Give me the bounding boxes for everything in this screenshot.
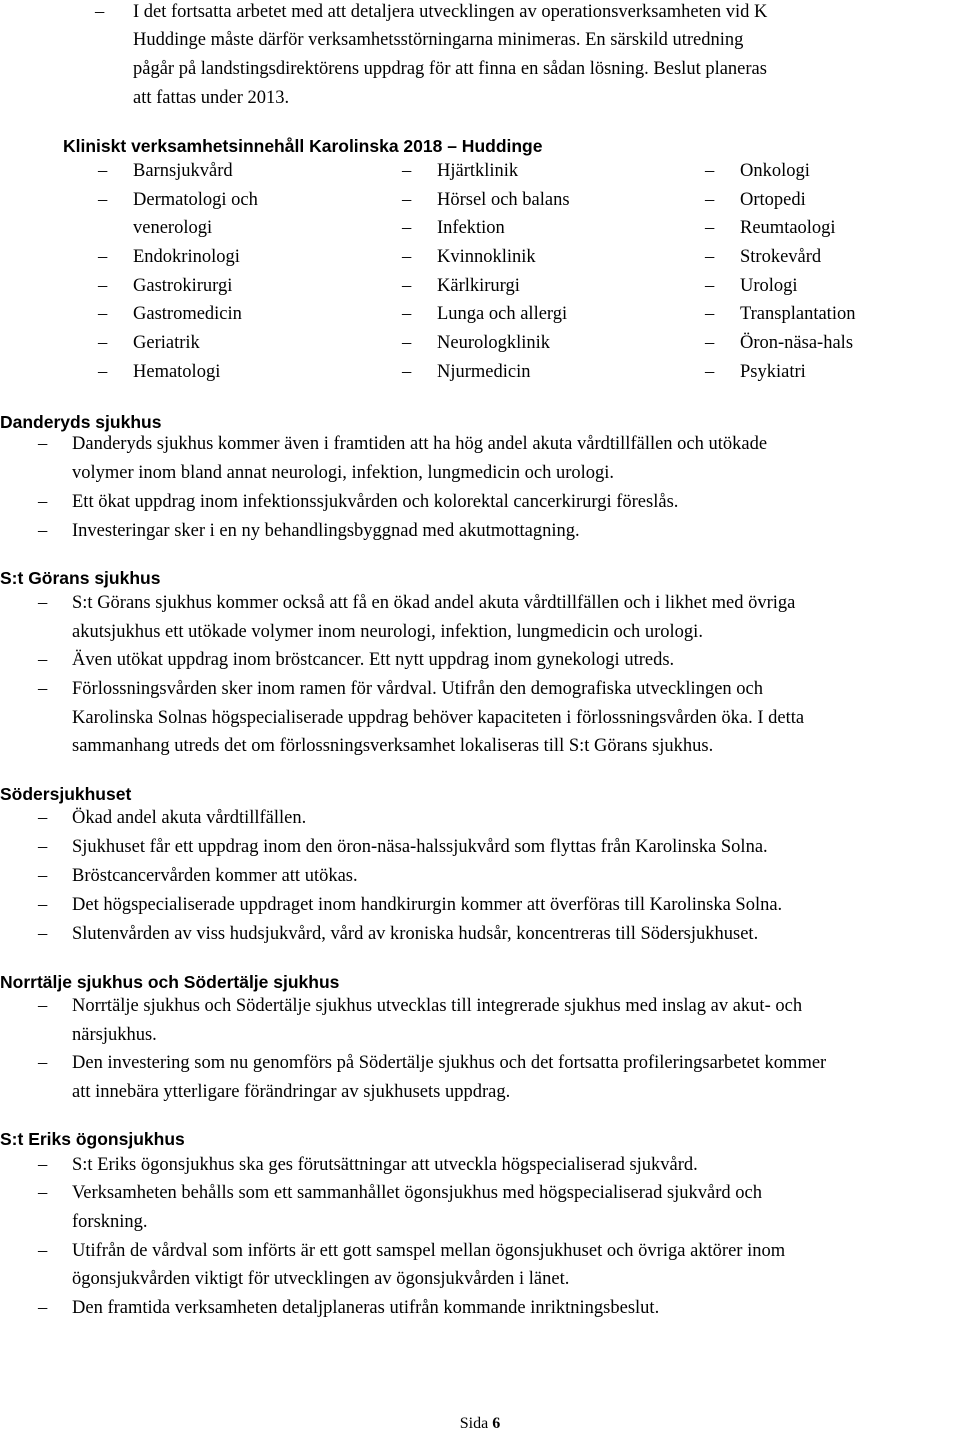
list-item-line: Karolinska Solnas högspecialiserade uppdrag behöver kapaciteten i förlossningsvården öka. I detta	[72, 708, 805, 728]
clinic-item: Hematologi	[133, 362, 221, 382]
bullet-dash: –	[98, 247, 108, 267]
bullet-dash: –	[38, 521, 48, 541]
bullet-dash: –	[402, 276, 412, 296]
bullet-dash: –	[38, 1241, 48, 1261]
bullet-dash: –	[98, 190, 108, 210]
danderyd-heading: Danderyds sjukhus	[0, 412, 162, 432]
clinic-item: Geriatrik	[133, 333, 200, 353]
list-item-line: S:t Eriks ögonsjukhus ska ges förutsättningar att utveckla högspecialiserad sjukvård.	[72, 1155, 698, 1175]
bullet-dash: –	[38, 650, 48, 670]
clinic-item: Urologi	[740, 276, 798, 296]
bullet-dash: –	[38, 808, 48, 828]
bullet-dash: –	[38, 1183, 48, 1203]
clinic-item: Neurologklinik	[437, 333, 551, 353]
bullet-dash: –	[38, 1298, 48, 1318]
bullet-dash: –	[402, 161, 412, 181]
intro-line: pågår på landstingsdirektörens uppdrag för att finna en sådan lösning. Beslut planeras	[133, 59, 767, 79]
clinic-item: Strokevård	[740, 247, 822, 267]
intro-line: att fattas under 2013.	[133, 88, 290, 108]
bullet-dash: –	[38, 837, 48, 857]
clinic-item: Öron-näsa-hals	[740, 333, 854, 353]
list-item-line: Norrtälje sjukhus och Södertälje sjukhus utvecklas till integrerade sjukhus med inslag av akut- och	[72, 996, 803, 1016]
list-item-line: närsjukhus.	[72, 1025, 157, 1045]
clinic-item: Dermatologi och	[133, 190, 258, 210]
bullet-dash: –	[402, 333, 412, 353]
clinic-item: Gastrokirurgi	[133, 276, 233, 296]
clinic-item: Gastromedicin	[133, 304, 242, 324]
clinic-item: venerologi	[133, 218, 213, 238]
list-item-line: Investeringar sker i en ny behandlingsbyggnad med akutmottagning.	[72, 521, 580, 541]
clinic-item: Infektion	[437, 218, 505, 238]
bullet-dash: –	[38, 679, 48, 699]
huddinge-heading: Kliniskt verksamhetsinnehåll Karolinska 2018 – Huddinge	[63, 136, 543, 156]
clinic-item: Kärlkirurgi	[437, 276, 520, 296]
list-item-line: Den investering som nu genomförs på Södertälje sjukhus och det fortsatta profileringsarbetet kommer	[72, 1053, 827, 1073]
page-footer	[0, 1414, 960, 1434]
bullet-dash: –	[98, 362, 108, 382]
bullet-dash: –	[705, 218, 715, 238]
bullet-dash: –	[98, 304, 108, 324]
bullet-dash: –	[38, 895, 48, 915]
stgoran-heading: S:t Görans sjukhus	[0, 568, 161, 588]
list-item-line: Danderyds sjukhus kommer även i framtiden att ha hög andel akuta vårdtillfällen och utökade	[72, 434, 768, 454]
clinic-item: Hjärtklinik	[437, 161, 519, 181]
clinic-item: Lunga och allergi	[437, 304, 568, 324]
clinic-item: Reumtaologi	[740, 218, 836, 238]
bullet-dash: –	[402, 362, 412, 382]
bullet-dash: –	[38, 1053, 48, 1073]
bullet-dash: –	[402, 190, 412, 210]
soder-heading: Södersjukhuset	[0, 784, 132, 804]
bullet-dash: –	[98, 161, 108, 181]
bullet-dash: –	[705, 276, 715, 296]
list-item-line: Slutenvården av viss hudsjukvård, vård av kroniska hudsår, koncentreras till Södersjukhuset.	[72, 924, 759, 944]
clinic-item: Transplantation	[740, 304, 856, 324]
bullet-dash: –	[402, 247, 412, 267]
sterik-heading: S:t Eriks ögonsjukhus	[0, 1129, 185, 1149]
norrtalje-heading: Norrtälje sjukhus och Södertälje sjukhus	[0, 972, 340, 992]
list-item-line: Ett ökat uppdrag inom infektionssjukvården och kolorektal cancerkirurgi föreslås.	[72, 492, 679, 512]
list-item-line: Förlossningsvården sker inom ramen för vårdval. Utifrån den demografiska utvecklingen och	[72, 679, 763, 699]
page-number: 6	[492, 1415, 501, 1432]
bullet-dash: –	[38, 593, 48, 613]
bullet-dash: –	[38, 924, 48, 944]
list-item-line: sammanhang utreds det om förlossningsverksamhet lokaliseras till S:t Görans sjukhus.	[72, 736, 714, 756]
clinic-item: Njurmedicin	[437, 362, 531, 382]
bullet-dash: –	[705, 161, 715, 181]
bullet-dash: –	[98, 333, 108, 353]
list-item-line: att innebära ytterligare förändringar av sjukhusets uppdrag.	[72, 1082, 511, 1102]
bullet-dash: –	[705, 190, 715, 210]
intro-line: Huddinge måste därför verksamhetsstörningarna minimeras. En särskild utredning	[133, 30, 744, 50]
page-label: Sida	[459, 1415, 493, 1432]
list-item-line: akutsjukhus ett utökade volymer inom neurologi, infektion, lungmedicin och urologi.	[72, 622, 703, 642]
clinic-item: Kvinnoklinik	[437, 247, 536, 267]
bullet-dash: –	[402, 304, 412, 324]
bullet-dash: –	[402, 218, 412, 238]
clinic-item: Endokrinologi	[133, 247, 240, 267]
bullet-dash: –	[705, 304, 715, 324]
bullet-dash: –	[95, 2, 105, 22]
list-item-line: Det högspecialiserade uppdraget inom handkirurgin kommer att överföras till Karolinska Solna.	[72, 895, 783, 915]
bullet-dash: –	[38, 866, 48, 886]
bullet-dash: –	[705, 333, 715, 353]
bullet-dash: –	[38, 434, 48, 454]
list-item-line: Sjukhuset får ett uppdrag inom den öron-näsa-halssjukvård som flyttas från Karolinska Solna.	[72, 837, 768, 857]
clinic-item: Hörsel och balans	[437, 190, 570, 210]
list-item-line: Den framtida verksamheten detaljplaneras utifrån kommande inriktningsbeslut.	[72, 1298, 660, 1318]
list-item-line: ögonsjukvården viktigt för utvecklingen av ögonsjukvården i länet.	[72, 1269, 570, 1289]
clinic-item: Psykiatri	[740, 362, 806, 382]
list-item-line: Utifrån de vårdval som införts är ett gott samspel mellan ögonsjukhuset och övriga aktörer inom	[72, 1241, 786, 1261]
clinic-item: Onkologi	[740, 161, 810, 181]
list-item-line: Bröstcancervården kommer att utökas.	[72, 866, 358, 886]
clinic-item: Ortopedi	[740, 190, 806, 210]
bullet-dash: –	[38, 996, 48, 1016]
bullet-dash: –	[38, 492, 48, 512]
list-item-line: Även utökat uppdrag inom bröstcancer. Ett nytt uppdrag inom gynekologi utreds.	[72, 650, 675, 670]
list-item-line: S:t Görans sjukhus kommer också att få en ökad andel akuta vårdtillfällen och i likhet med övriga	[72, 593, 796, 613]
bullet-dash: –	[705, 247, 715, 267]
list-item-line: Verksamheten behålls som ett sammanhållet ögonsjukhus med högspecialiserad sjukvård och	[72, 1183, 762, 1203]
intro-line: I det fortsatta arbetet med att detaljera utvecklingen av operationsverksamheten vid K	[133, 2, 768, 22]
bullet-dash: –	[38, 1155, 48, 1175]
bullet-dash: –	[705, 362, 715, 382]
list-item-line: volymer inom bland annat neurologi, infektion, lungmedicin och urologi.	[72, 463, 615, 483]
bullet-dash: –	[98, 276, 108, 296]
clinic-item: Barnsjukvård	[133, 161, 233, 181]
list-item-line: forskning.	[72, 1212, 148, 1232]
list-item-line: Ökad andel akuta vårdtillfällen.	[72, 808, 307, 828]
